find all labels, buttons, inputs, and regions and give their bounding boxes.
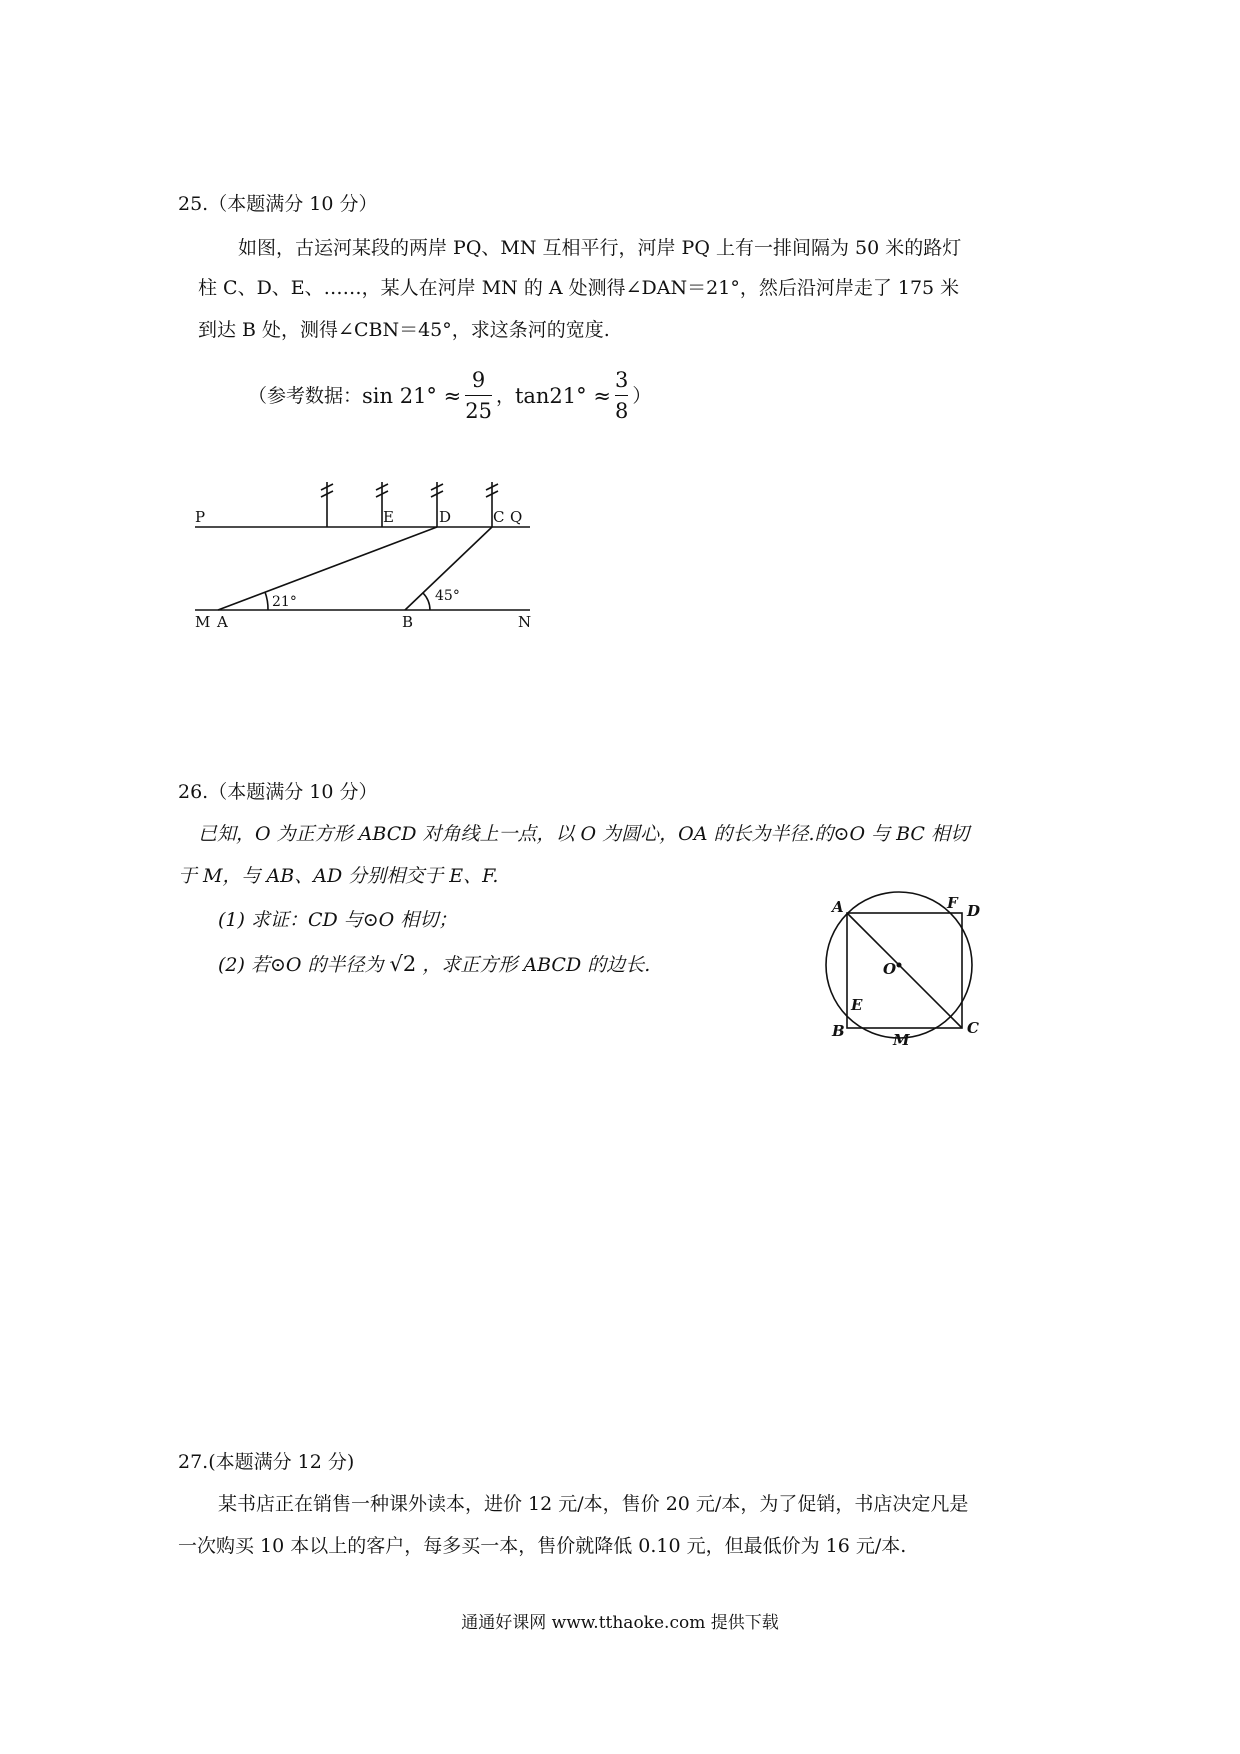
diagonal-ac bbox=[847, 913, 962, 1028]
part2-prefix: (2) 若⊙O 的半径为 bbox=[218, 954, 384, 976]
q26-text-line1: 已知，O 为正方形 ABCD 对角线上一点，以 O 为圆心，OA 的长为半径.的⊙O 与 BC 相切 bbox=[198, 823, 970, 845]
label-c: C bbox=[967, 1019, 979, 1037]
q26-part1: (1) 求证：CD 与⊙O 相切； bbox=[218, 909, 458, 931]
label-f: F bbox=[947, 894, 958, 912]
q25-text-line2: 柱 C、D、E、……，某人在河岸 MN 的 A 处测得∠DAN＝21°，然后沿河岸走了 175 米 bbox=[198, 277, 960, 299]
label-e: E bbox=[851, 996, 863, 1014]
q26-heading: 26.（本题满分 10 分） bbox=[178, 781, 378, 803]
label-b: B bbox=[832, 1022, 845, 1040]
ref-comma: ， bbox=[495, 384, 515, 407]
q25-river-figure bbox=[180, 460, 560, 640]
fraction-bar bbox=[615, 395, 628, 396]
sqrt-two: √2 bbox=[389, 952, 417, 976]
sin-label: sin 21° ≈ bbox=[362, 383, 462, 408]
angle-arc-b bbox=[423, 593, 430, 610]
center-point-o bbox=[897, 963, 902, 968]
q25-text-line3: 到达 B 处，测得∠CBN＝45°，求这条河的宽度. bbox=[198, 319, 610, 341]
tan-label: tan21° ≈ bbox=[514, 383, 611, 408]
q26-circle-square-figure bbox=[815, 888, 995, 1048]
q25-heading: 25.（本题满分 10 分） bbox=[178, 193, 378, 215]
q27-heading: 27.(本题满分 12 分) bbox=[178, 1451, 355, 1473]
tan-fraction bbox=[615, 368, 628, 423]
footer-credit: 通通好课网 www.tthaoke.com 提供下载 bbox=[461, 1613, 779, 1633]
ref-close: ） bbox=[632, 384, 652, 407]
fraction-bar bbox=[465, 395, 492, 396]
tan-numerator: 3 bbox=[614, 368, 629, 392]
q26-part2 bbox=[218, 952, 650, 977]
label-a: A bbox=[217, 613, 228, 631]
tan-denominator: 8 bbox=[614, 399, 629, 423]
q27-text-line1: 某书店正在销售一种课外读本，进价 12 元/本，售价 20 元/本，为了促销，书店决定凡是 bbox=[218, 1493, 969, 1515]
label-m: M bbox=[195, 613, 211, 631]
label-n: N bbox=[518, 613, 532, 631]
sin-numerator: 9 bbox=[471, 368, 486, 392]
label-q: Q bbox=[510, 508, 523, 526]
label-d: D bbox=[967, 902, 981, 920]
label-p: P bbox=[195, 508, 206, 526]
q25-text-line1: 如图，古运河某段的两岸 PQ、MN 互相平行，河岸 PQ 上有一排间隔为 50 米的路灯 bbox=[238, 237, 962, 259]
label-a: A bbox=[832, 898, 844, 916]
angle-label-a: 21° bbox=[272, 594, 297, 610]
label-c: C bbox=[493, 508, 505, 526]
q26-text-line2: 于 M，与 AB、AD 分别相交于 E、F. bbox=[178, 865, 499, 887]
sin-fraction bbox=[465, 368, 492, 423]
sight-line-ad bbox=[218, 527, 437, 610]
q25-reference-data bbox=[248, 368, 651, 423]
label-m: M bbox=[893, 1031, 910, 1048]
label-e: E bbox=[383, 508, 394, 526]
sin-denominator: 25 bbox=[465, 399, 492, 423]
lamp-post bbox=[321, 482, 333, 527]
q27-text-line2: 一次购买 10 本以上的客户，每多买一本，售价就降低 0.10 元，但最低价为 16 元/本. bbox=[178, 1535, 907, 1557]
label-o: O bbox=[883, 960, 897, 978]
angle-arc-a bbox=[265, 592, 268, 610]
ref-open: （参考数据： bbox=[248, 384, 363, 407]
angle-label-b: 45° bbox=[435, 588, 460, 604]
label-d: D bbox=[439, 508, 452, 526]
label-b: B bbox=[402, 613, 414, 631]
part2-suffix: ，求正方形 ABCD 的边长. bbox=[422, 954, 651, 976]
